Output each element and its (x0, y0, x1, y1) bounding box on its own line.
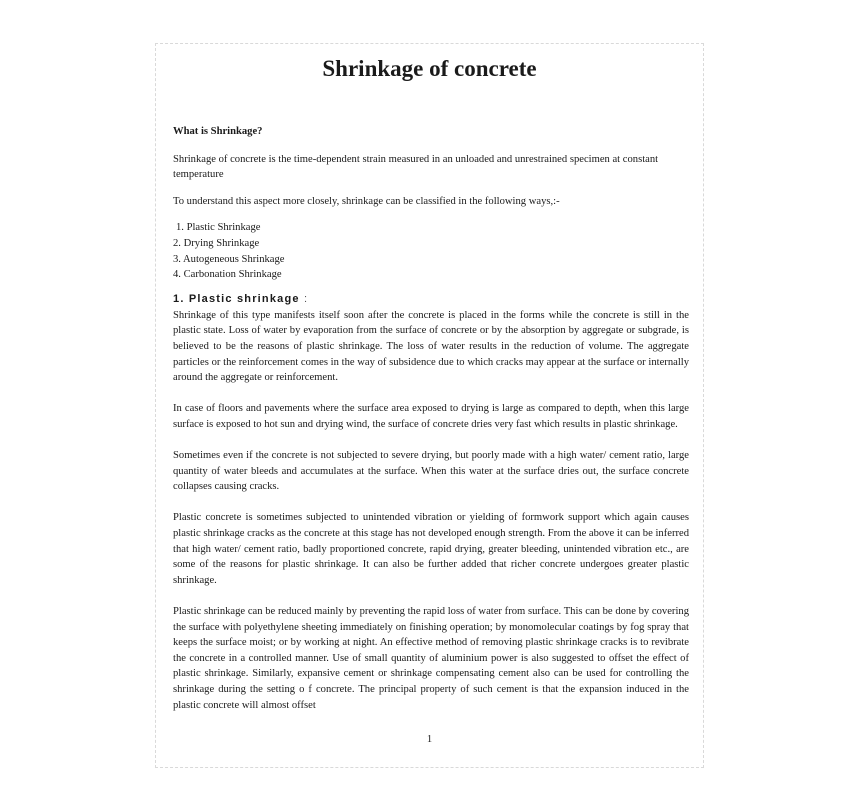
list-item: 1. Plastic Shrinkage (176, 222, 261, 234)
document-page (155, 43, 704, 768)
body-paragraph: In case of floors and pavements where the surface area exposed to drying is large as compared to depth, when this large surface is exposed to hot sun and drying wind, the surface of concrete dries very fast which results in plastic shrinkage. (173, 403, 689, 430)
list-item: 2. Drying Shrinkage (173, 237, 260, 249)
shrinkage-types-list (173, 220, 689, 282)
body-paragraph: Sometimes even if the concrete is not subjected to severe drying, but poorly made with a high water/ cement ratio, large quantity of water bleeds and accumulates at the surface. When this water at the surface dries out, the surface concrete collapses causing cracks. (173, 450, 689, 493)
page-number: 1 (426, 734, 433, 745)
body-paragraph: Plastic concrete is sometimes subjected to unintended vibration or yielding of formwork support which again causes plastic shrinkage cracks as the concrete at this stage has not developed enough strength. From the above it can be inferred that high water/ cement ratio, badly proportioned concrete, rapid drying, greater bleeding, unintended vibration etc., are some of the reasons for plastic shrinkage. It can also be further added that richer concrete undergoes greater plastic shrinkage. (173, 512, 689, 586)
section-heading-colon: : (303, 292, 308, 305)
document-body (173, 124, 689, 713)
page-title: Shrinkage of concrete (322, 56, 537, 81)
intro-paragraph: To understand this aspect more closely, shrinkage can be classified in the following ways,:- (173, 195, 560, 207)
body-paragraph: Shrinkage of this type manifests itself soon after the concrete is placed in the forms while the concrete is still in the plastic state. Loss of water by evaporation from the surface of concrete or by the absorption by aggregate or subgrade, is believed to be the reasons of plastic shrinkage. The loss of water results in the reduction of volume. The aggregate particles or the reinforcement comes in the way of subsidence due to which cracks may appear at the surface or internally around the aggregate or reinforcement. (173, 309, 689, 384)
definition-paragraph: Shrinkage of concrete is the time-dependent strain measured in an unloaded and unrestrained specimen at constant temperature (173, 153, 659, 181)
section-heading-text: 1. Plastic shrinkage (173, 292, 300, 305)
section-heading (173, 291, 689, 308)
list-item: 4. Carbonation Shrinkage (173, 269, 282, 281)
question-heading: What is Shrinkage? (173, 126, 263, 137)
body-paragraph: Plastic shrinkage can be reduced mainly by preventing the rapid loss of water from surface. This can be done by covering the surface with polyethylene sheeting immediately on finishing operation; by monomolecular coatings by fog spray that keeps the surface moist; or by working at night. An effective method of removing plastic shrinkage cracks is to revibrate the concrete in a controlled manner. Use of small quantity of aluminium power is also suggested to offset the effect of plastic shrinkage. Similarly, expansive cement or shrinkage compensating cement also can be used for controlling the shrinkage during the setting o f concrete. The principal property of such cement is that the expansion induced in the plastic concrete will almost offset (173, 606, 689, 711)
list-item: 3. Autogeneous Shrinkage (173, 253, 285, 265)
